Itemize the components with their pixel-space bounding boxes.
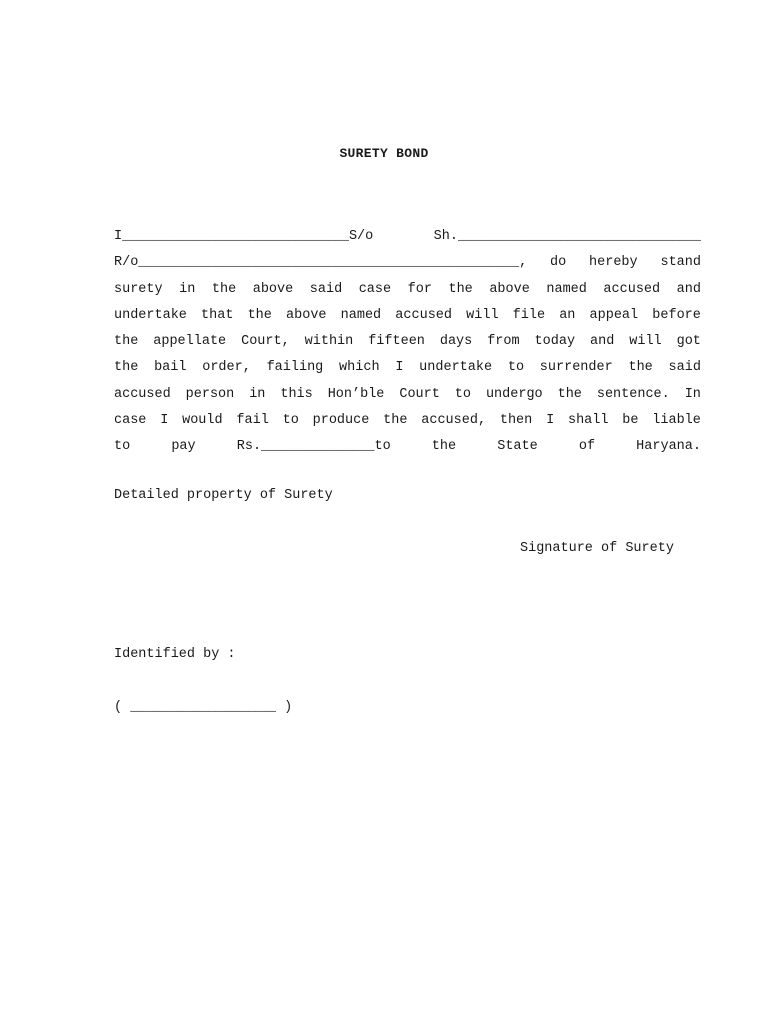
body-word: would [182, 413, 223, 429]
body-word: above [286, 307, 327, 323]
body-word: fail [236, 413, 269, 429]
property-label: Detailed property of Surety [114, 488, 333, 503]
body-line [114, 408, 701, 434]
body-word: accused [114, 386, 171, 402]
witness-blank-line: ( __________________ ) [114, 700, 293, 715]
body-word: I [395, 360, 404, 376]
body-word: named [340, 307, 382, 323]
body-word: undergo [485, 386, 543, 402]
body-word: liable [652, 413, 701, 429]
body-word: will [629, 334, 662, 350]
body-word: accused [603, 281, 661, 297]
body-word: which [339, 360, 380, 376]
body-line [114, 277, 701, 303]
body-word: that [201, 307, 234, 323]
body-word: the [211, 281, 237, 297]
body-word: will [466, 307, 499, 323]
body-word: the [557, 386, 582, 402]
document-title: SURETY BOND [339, 146, 429, 161]
body-word: the [114, 334, 139, 350]
bond-body-paragraph [114, 224, 701, 461]
body-line [114, 224, 701, 250]
body-word: before [652, 307, 701, 323]
body-word: sentence. [596, 386, 670, 402]
body-word: named [546, 281, 587, 297]
body-word: said [668, 360, 701, 376]
body-word: within [304, 334, 354, 350]
body-word: case [114, 413, 147, 429]
body-word: said [309, 281, 343, 297]
body-line [114, 382, 701, 408]
body-last-line: to pay Rs.______________to the State of Haryana. [114, 439, 701, 455]
body-word: be [622, 413, 639, 429]
body-word: do [550, 255, 567, 271]
body-word: R/o_______________________________________________, [114, 255, 528, 271]
body-word: stand [660, 255, 701, 271]
body-word: the [383, 413, 408, 429]
body-word: hereby [589, 255, 638, 271]
body-word: surety [114, 281, 163, 297]
body-word: fifteen [368, 334, 425, 350]
identified-by-label: Identified by : [114, 647, 236, 662]
body-line [114, 303, 701, 329]
body-word: appellate [153, 334, 227, 350]
body-word: accused [395, 307, 453, 323]
body-word: Court [399, 386, 440, 402]
body-word: to [454, 386, 471, 402]
body-word: got [676, 334, 701, 350]
signature-label: Signature of Surety [520, 541, 674, 556]
body-word: and [590, 334, 615, 350]
body-word: undertake [114, 307, 187, 323]
body-line [114, 250, 701, 276]
body-word: the [448, 281, 473, 297]
body-word: to [282, 413, 299, 429]
body-word: and [676, 281, 701, 297]
body-line [114, 355, 701, 381]
body-word: accused, [421, 413, 487, 429]
body-word: today [534, 334, 576, 350]
body-word: the [247, 307, 272, 323]
body-word: In [684, 386, 701, 402]
body-word: I [546, 413, 555, 429]
body-word: from [487, 334, 520, 350]
body-word: above [489, 281, 530, 297]
body-word: failing [266, 360, 324, 376]
body-word: in [249, 386, 266, 402]
body-word: this [280, 386, 313, 402]
body-word: Hon’ble [327, 386, 385, 402]
body-word: an [559, 307, 576, 323]
body-word: produce [312, 413, 370, 429]
body-word: shall [567, 413, 609, 429]
body-word: in [179, 281, 196, 297]
body-word: order, [202, 360, 251, 376]
body-word: undertake [419, 360, 493, 376]
body-word: surrender [539, 360, 613, 376]
body-word: I____________________________S/o [114, 229, 374, 244]
body-word: to [507, 360, 525, 376]
body-word: the [114, 360, 139, 376]
body-word: case [358, 281, 392, 297]
body-word: Sh.______________________________ [433, 229, 701, 244]
body-word: appeal [589, 307, 639, 323]
body-word: the [628, 360, 653, 376]
body-word: for [407, 281, 432, 297]
body-word: days [439, 334, 473, 350]
body-word: then [499, 413, 533, 429]
body-word: bail [154, 360, 187, 376]
body-word: above [252, 281, 294, 297]
body-word: person [185, 386, 235, 402]
body-line [114, 329, 701, 355]
body-word: file [512, 307, 546, 323]
body-word: Court, [241, 334, 290, 350]
body-word: I [160, 413, 169, 429]
